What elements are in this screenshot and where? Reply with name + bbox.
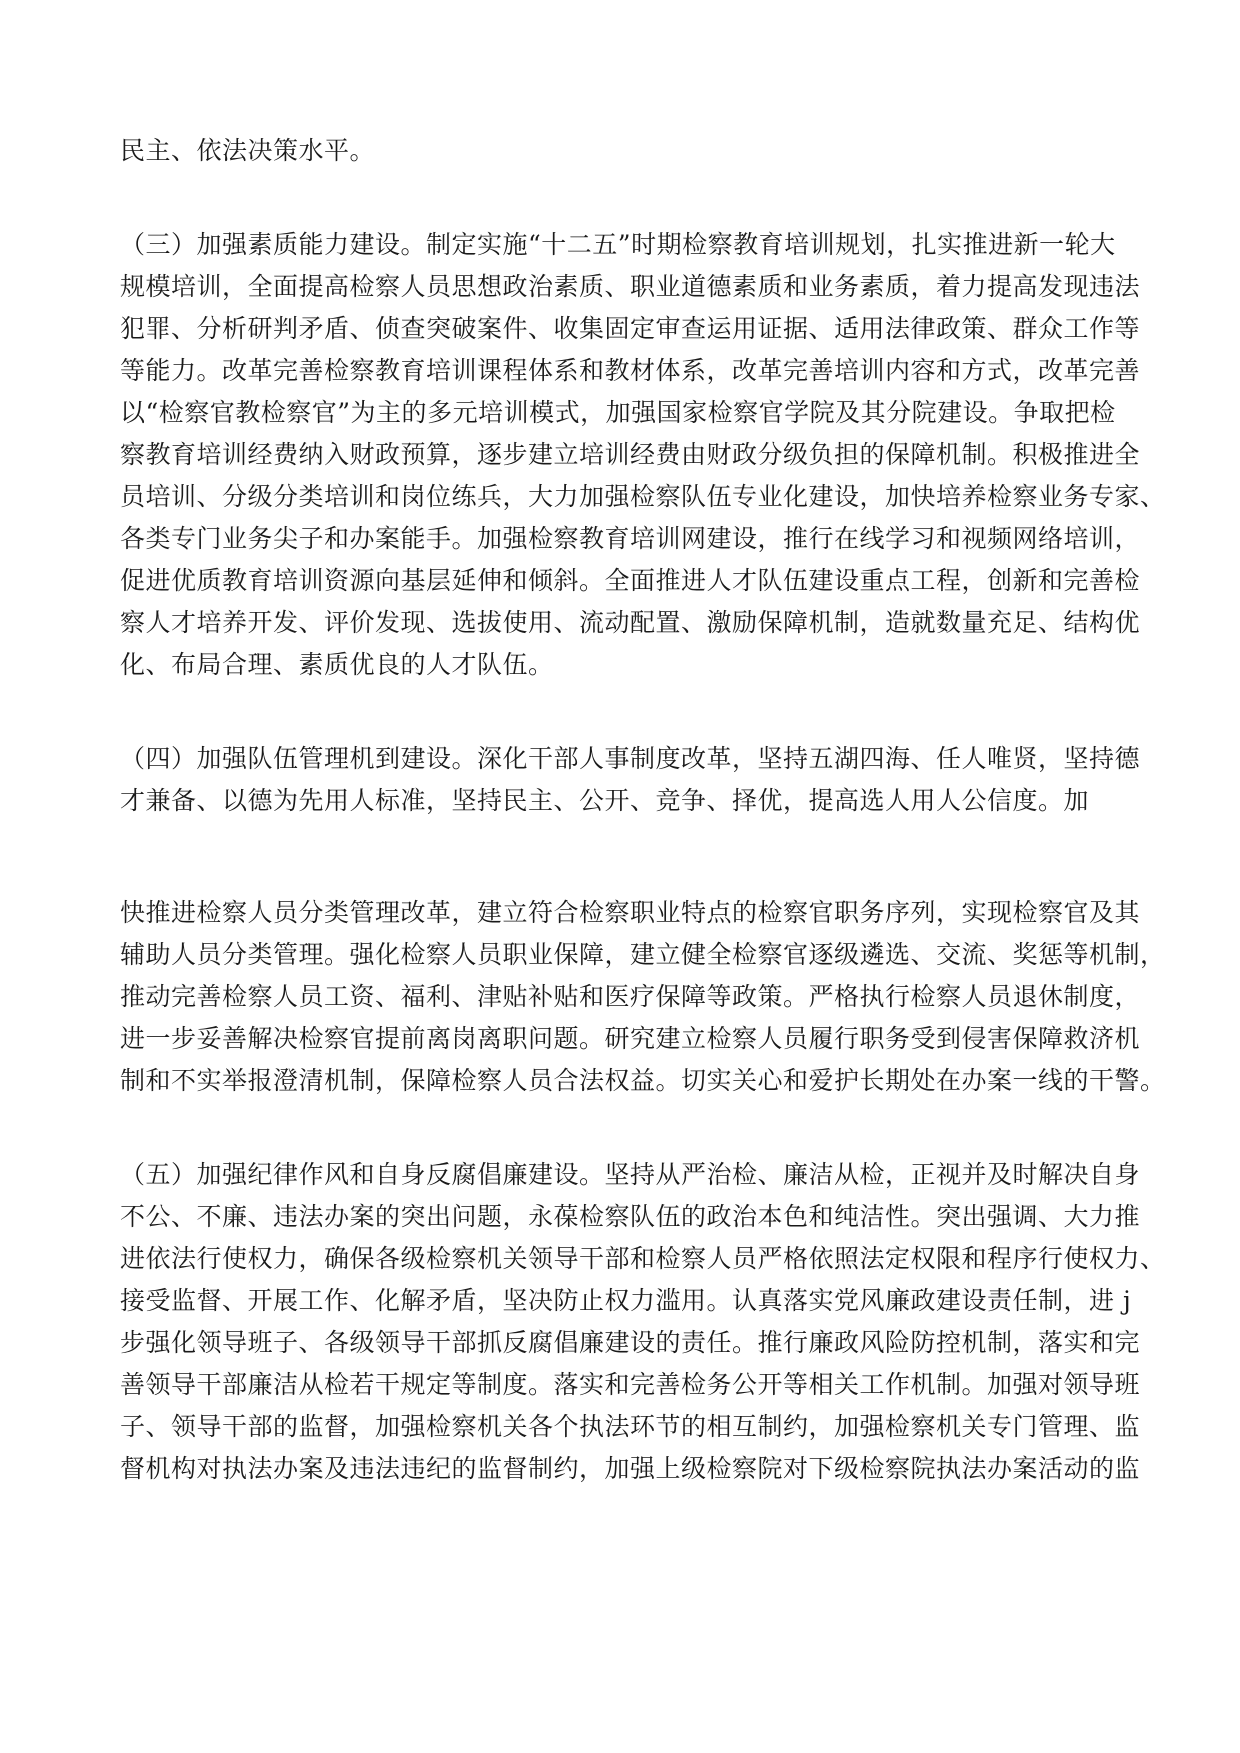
text-line: 察教育培训经费纳入财政预算，逐步建立培训经费由财政分级负担的保障机制。积极推进全 (120, 440, 1141, 469)
text-line: 接受监督、开展工作、化解矛盾，坚决防止权力滥用。认真落实党风廉政建设责任制，进 j (120, 1286, 1132, 1315)
text-line: （四）加强队伍管理机到建设。深化干部人事制度改革，坚持五湖四海、任人唯贤，坚持德 (120, 744, 1141, 773)
paragraph-gap (120, 172, 1120, 224)
text-line: 快推进检察人员分类管理改革，建立符合检察职业特点的检察官职务序列，实现检察官及其 (120, 898, 1141, 927)
text-line: 察人才培养开发、评价发现、选拔使用、流动配置、激励保障机制，造就数量充足、结构优 (120, 608, 1141, 637)
section-4-paragraph-start (120, 738, 1141, 822)
text-line: 督机构对执法办案及违法违纪的监督制约，加强上级检察院对下级检察院执法办案活动的监 (120, 1454, 1141, 1483)
text-line: 等能力。改革完善检察教育培训课程体系和教材体系，改革完善培训内容和方式，改革完善 (120, 356, 1141, 385)
text-line: （三）加强素质能力建设。制定实施“十二五”时期检察教育培训规划，扎实推进新一轮大 (120, 230, 1116, 259)
section-4-paragraph-continued (120, 892, 1166, 1102)
text-line: 才兼备、以德为先用人标准，坚持民主、公开、竞争、择优，提高选人用人公信度。加 (120, 786, 1090, 815)
text-line: 推动完善检察人员工资、福利、津贴补贴和医疗保障等政策。严格执行检察人员退休制度， (120, 982, 1141, 1011)
text-line: 化、布局合理、素质优良的人才队伍。 (120, 650, 554, 679)
document-page (120, 130, 1166, 1490)
text-line: 善领导干部廉洁从检若干规定等制度。落实和完善检务公开等相关工作机制。加强对领导班 (120, 1370, 1141, 1399)
text-line: 促进优质教育培训资源向基层延伸和倾斜。全面推进人才队伍建设重点工程，创新和完善检 (120, 566, 1141, 595)
section-3-paragraph (120, 224, 1166, 686)
text-line: 以“检察官教检察官”为主的多元培训模式，加强国家检察官学院及其分院建设。争取把检 (120, 398, 1116, 427)
text-line: 员培训、分级分类培训和岗位练兵，大力加强检察队伍专业化建设，加快培养检察业务专家、 (120, 482, 1166, 511)
text-line: 民主、依法决策水平。 (120, 136, 376, 165)
text-line: 制和不实举报澄清机制，保障检察人员合法权益。切实关心和爱护长期处在办案一线的干警。 (120, 1066, 1166, 1095)
text-line: 犯罪、分析研判矛盾、侦查突破案件、收集固定审查运用证据、适用法律政策、群众工作等 (120, 314, 1141, 343)
text-line: 步强化领导班子、各级领导干部抓反腐倡廉建设的责任。推行廉政风险防控机制，落实和完 (120, 1328, 1141, 1357)
text-line: 进依法行使权力，确保各级检察机关领导干部和检察人员严格依照法定权限和程序行使权力、 (120, 1244, 1166, 1273)
paragraph-gap (120, 686, 1120, 738)
paragraph-gap (120, 1102, 1120, 1154)
text-line: 进一步妥善解决检察官提前离岗离职问题。研究建立检察人员履行职务受到侵害保障救济机 (120, 1024, 1141, 1053)
text-line: 辅助人员分类管理。强化检察人员职业保障，建立健全检察官逐级遴选、交流、奖惩等机制， (120, 940, 1166, 969)
section-5-paragraph (120, 1154, 1166, 1490)
text-line: 各类专门业务尖子和办案能手。加强检察教育培训网建设，推行在线学习和视频网络培训， (120, 524, 1141, 553)
page-break-gap (120, 822, 1120, 892)
intro-paragraph (120, 130, 1120, 172)
text-line: （五）加强纪律作风和自身反腐倡廉建设。坚持从严治检、廉洁从检，正视并及时解决自身 (120, 1160, 1141, 1189)
text-line: 规模培训，全面提高检察人员思想政治素质、职业道德素质和业务素质，着力提高发现违法 (120, 272, 1141, 301)
text-line: 子、领导干部的监督，加强检察机关各个执法环节的相互制约，加强检察机关专门管理、监 (120, 1412, 1141, 1441)
text-line: 不公、不廉、违法办案的突出问题，永葆检察队伍的政治本色和纯洁性。突出强调、大力推 (120, 1202, 1141, 1231)
